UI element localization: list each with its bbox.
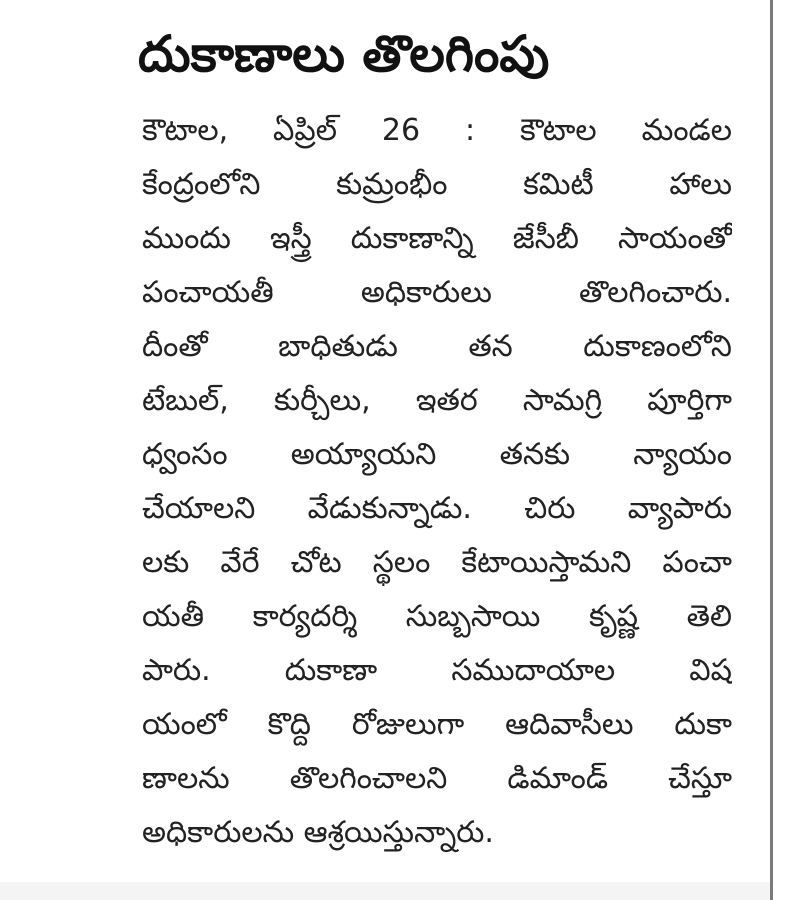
- article-line: ణాలను తొలగించాలని డిమాండ్ చేస్తూ: [142, 761, 732, 796]
- article-line: అధికారులను ఆశ్రయిస్తున్నారు.: [142, 815, 494, 850]
- article-line: టేబుల్, కుర్చీలు, ఇతర సామగ్రి పూర్తిగా: [142, 383, 732, 418]
- article-line: లకు వేరే చోట స్థలం కేటాయిస్తామని పంచా: [142, 545, 732, 580]
- article-line: దీంతో బాధితుడు తన దుకాణంలోని: [142, 329, 732, 364]
- article-line: యతీ కార్యదర్శి సుబ్బసాయి కృష్ణ తెలి: [142, 599, 732, 634]
- article-headline: దుకాణాలు తొలగింపు: [138, 25, 550, 83]
- article-line: చేయాలని వేడుకున్నాడు. చిరు వ్యాపారు: [142, 491, 732, 526]
- column-divider: [770, 0, 773, 900]
- article-line: పంచాయతీ అధికారులు తొలగించారు.: [142, 275, 732, 310]
- article-line: పారు. దుకాణా సముదాయాల విష: [142, 653, 732, 688]
- article-line: ధ్వంసం అయ్యాయని తనకు న్యాయం: [142, 437, 732, 472]
- article-body: [142, 104, 732, 860]
- article-line: కౌటాల, ఏప్రిల్ 26 : కౌటాల మండల: [142, 113, 732, 148]
- article-line: కేంద్రంలోని కుమ్రంభీం కమిటీ హాలు: [142, 167, 732, 202]
- article-line: యంలో కొద్ది రోజులుగా ఆదివాసీలు దుకా: [142, 707, 732, 742]
- page-bottom-edge: [0, 882, 770, 900]
- article-line: ముందు ఇస్త్రీ దుకాణాన్ని జేసీబీ సాయంతో: [142, 221, 732, 256]
